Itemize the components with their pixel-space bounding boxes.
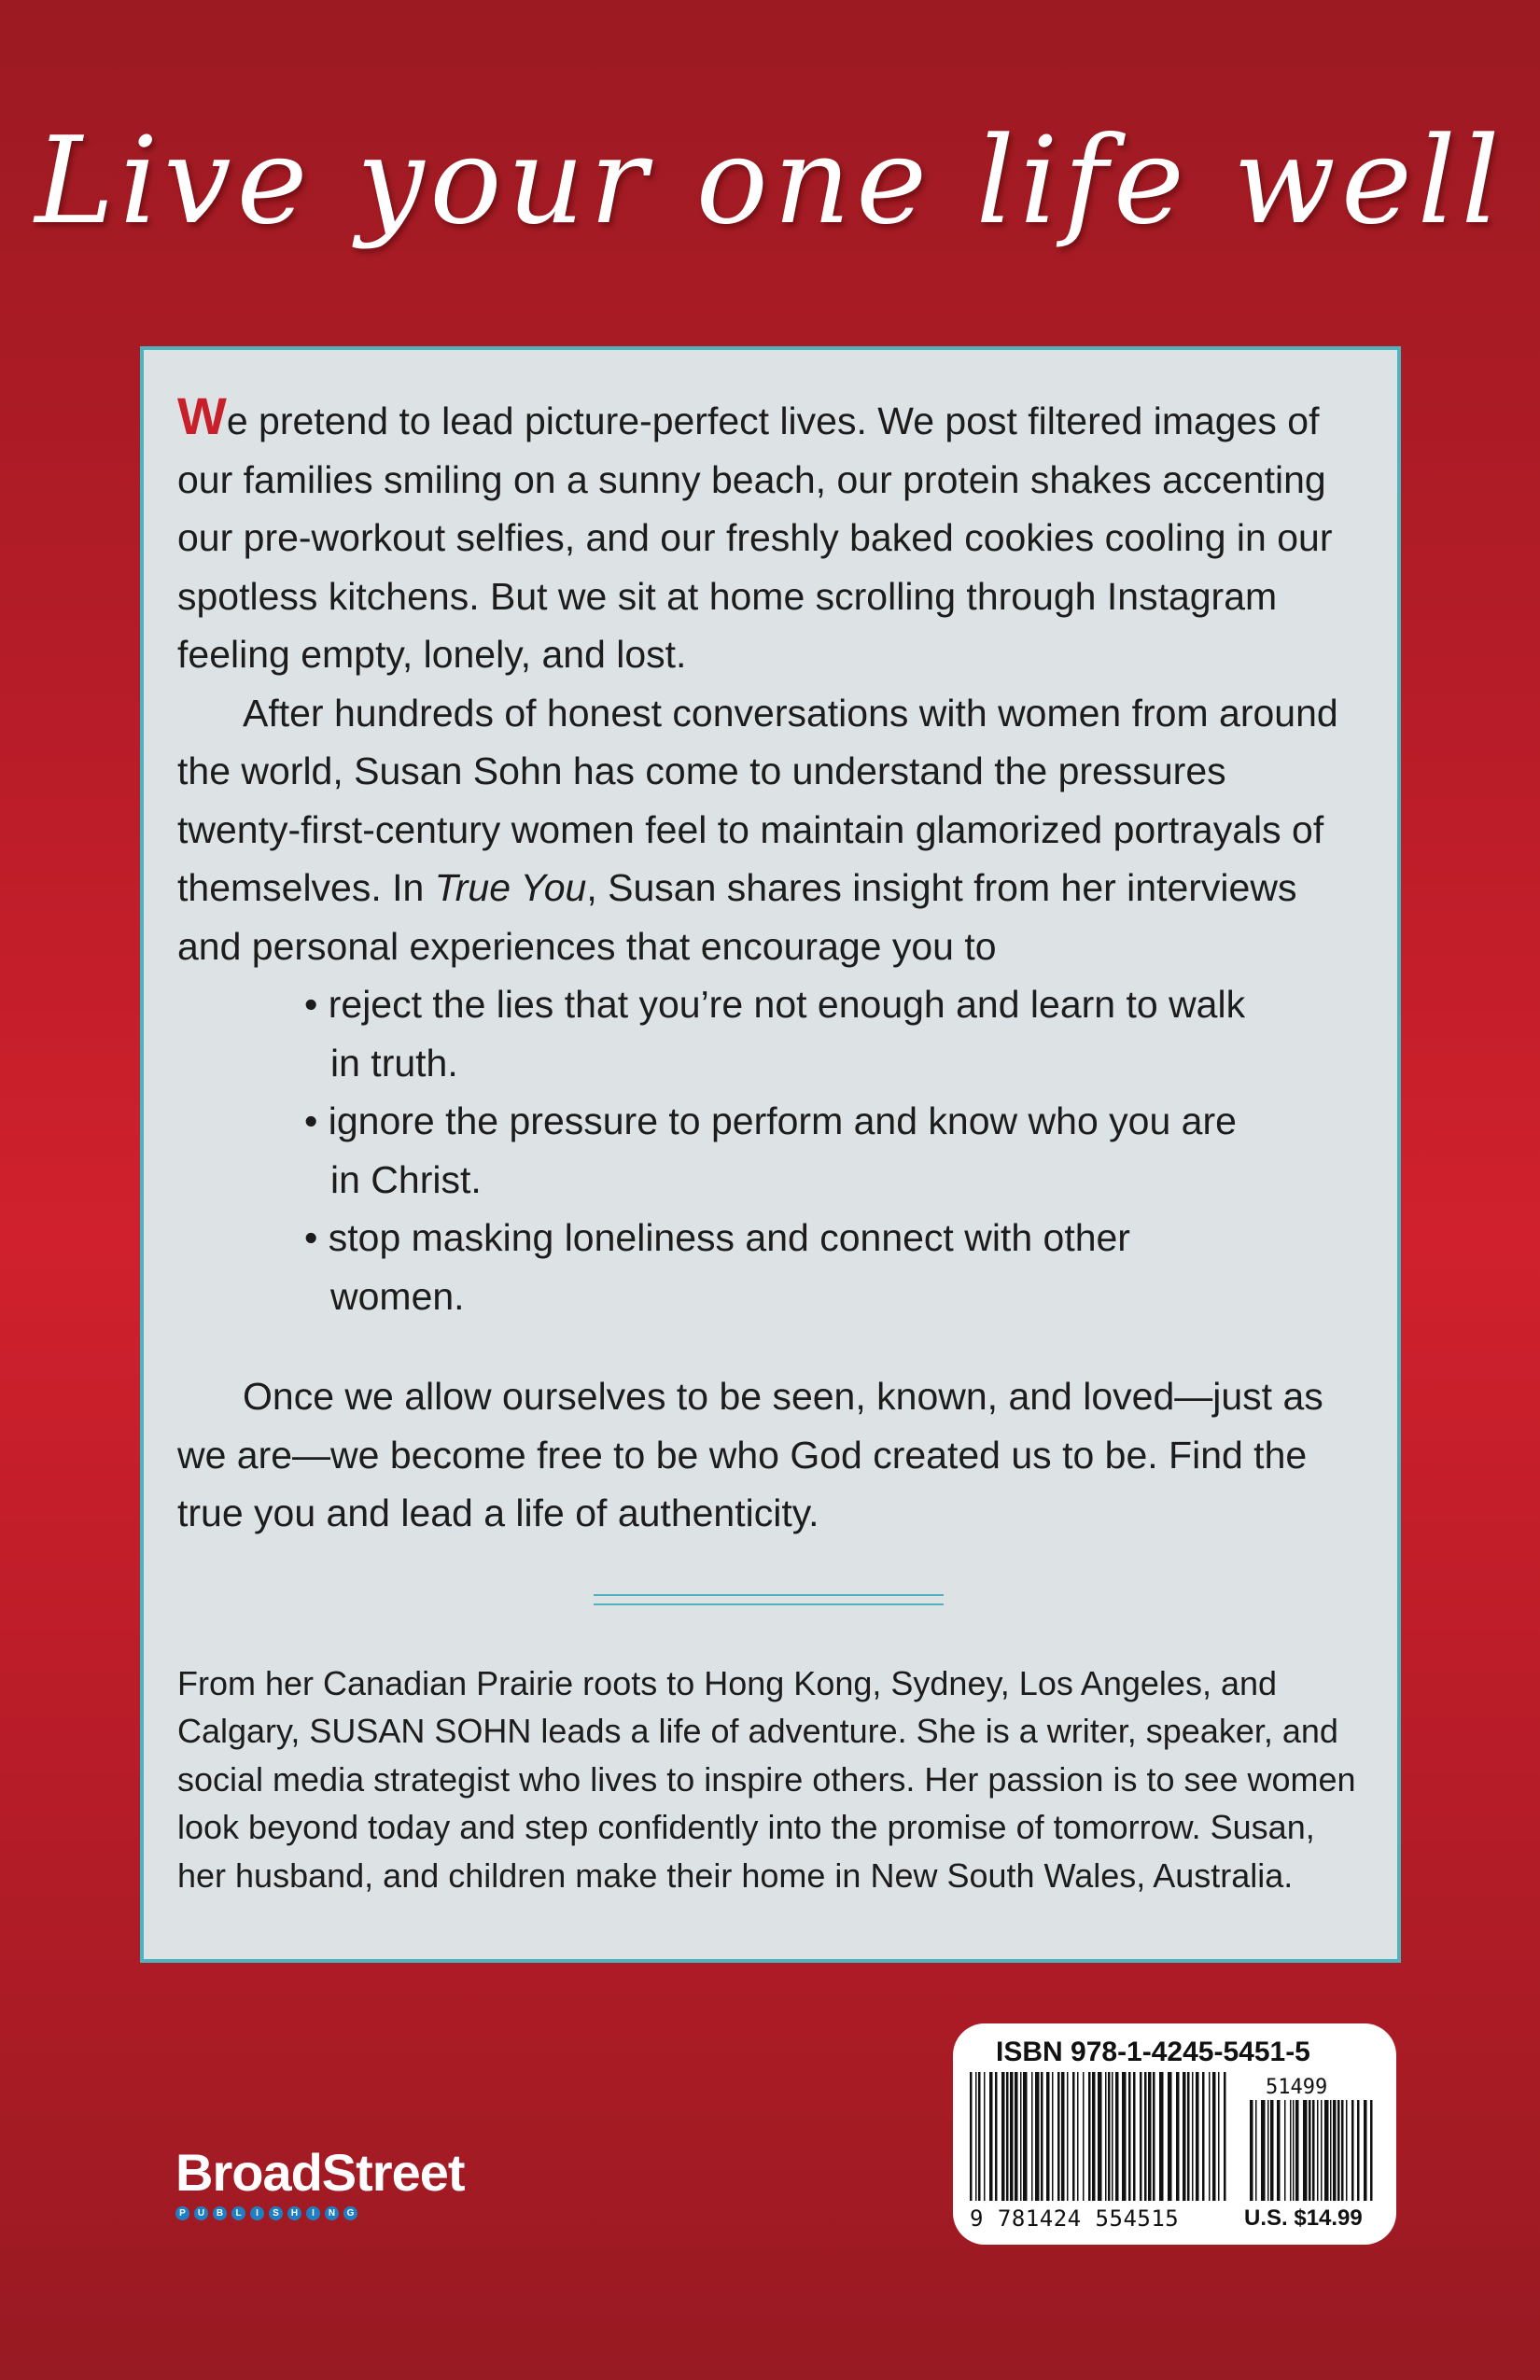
barcode-digits: 9 781424 554515 [970, 2205, 1180, 2232]
publisher-logo [175, 2143, 465, 2220]
barcode-addon-digits: 51499 [1266, 2076, 1328, 2099]
bullet-item: • ignore the pressure to perform and know who you are in Christ. [304, 1099, 1237, 1201]
publisher-letter: I [306, 2206, 320, 2220]
publisher-letter: P [175, 2206, 189, 2220]
price-label: U.S. $14.99 [1244, 2205, 1363, 2231]
publisher-letter: S [269, 2206, 283, 2220]
publisher-subline [175, 2206, 465, 2220]
author-bio: From her Canadian Prairie roots to Hong Kong, Sydney, Los Angeles, and Calgary, SUSAN SOHN leads a life of adventure. She is a writer, speaker, and social media strategist who lives to inspire others. Her passion is to see women look beyond today and step confidently into the promise of tomorrow. Susan, her husband, and children make their home in New South Wales, Australia. [177, 1663, 1356, 1895]
blurb-paragraph-3: Once we allow ourselves to be seen, known, and loved—just as we are—we become free to be who God created us to be. Find the true you and lead a life of authenticity. [177, 1375, 1323, 1534]
drop-cap: W [177, 386, 227, 445]
publisher-letter: B [213, 2206, 227, 2220]
bullet-list [177, 975, 1256, 1325]
bullet-item: • reject the lies that you’re not enough and learn to walk in truth. [304, 983, 1246, 1085]
publisher-letter: H [287, 2206, 301, 2220]
publisher-letter: N [325, 2206, 339, 2220]
bullet-item: • stop masking loneliness and connect with other women. [304, 1216, 1130, 1318]
publisher-letter: I [250, 2206, 264, 2220]
publisher-name: BroadStreet [175, 2143, 465, 2202]
publisher-letter: L [231, 2206, 245, 2220]
blurb-paragraph-2-end: , Susan shares insight from her interviews and personal experiences that encourage you to [177, 866, 1297, 968]
blurb-paragraph-2-start: After hundreds of honest conversations with women from around the world, Susan Sohn has come to understand the pressures twenty-first-century women feel to maintain glamorized portrayals of themselves. In [177, 691, 1338, 909]
isbn-label: ISBN 978-1-4245-5451-5 [996, 2037, 1310, 2067]
book-title: True You [434, 866, 587, 909]
publisher-letter: G [343, 2206, 357, 2220]
description-panel [140, 346, 1401, 1963]
section-divider [594, 1594, 944, 1605]
blurb-paragraph-1-text: e pretend to lead picture-perfect lives. We post filtered images of our families smiling on a sunny beach, our protein shakes accenting our pre-workout selfies, and our freshly baked cookies cooling in our spotless kitchens. But we sit at home scrolling through Instagram feeling empty, lonely, and lost. [177, 399, 1333, 676]
publisher-letter: U [194, 2206, 208, 2220]
tagline: Live your one life well [35, 112, 1505, 251]
blurb-paragraph-1 [177, 387, 1360, 684]
barcode-box [953, 2023, 1396, 2245]
blurb-paragraph-2 [177, 684, 1360, 976]
